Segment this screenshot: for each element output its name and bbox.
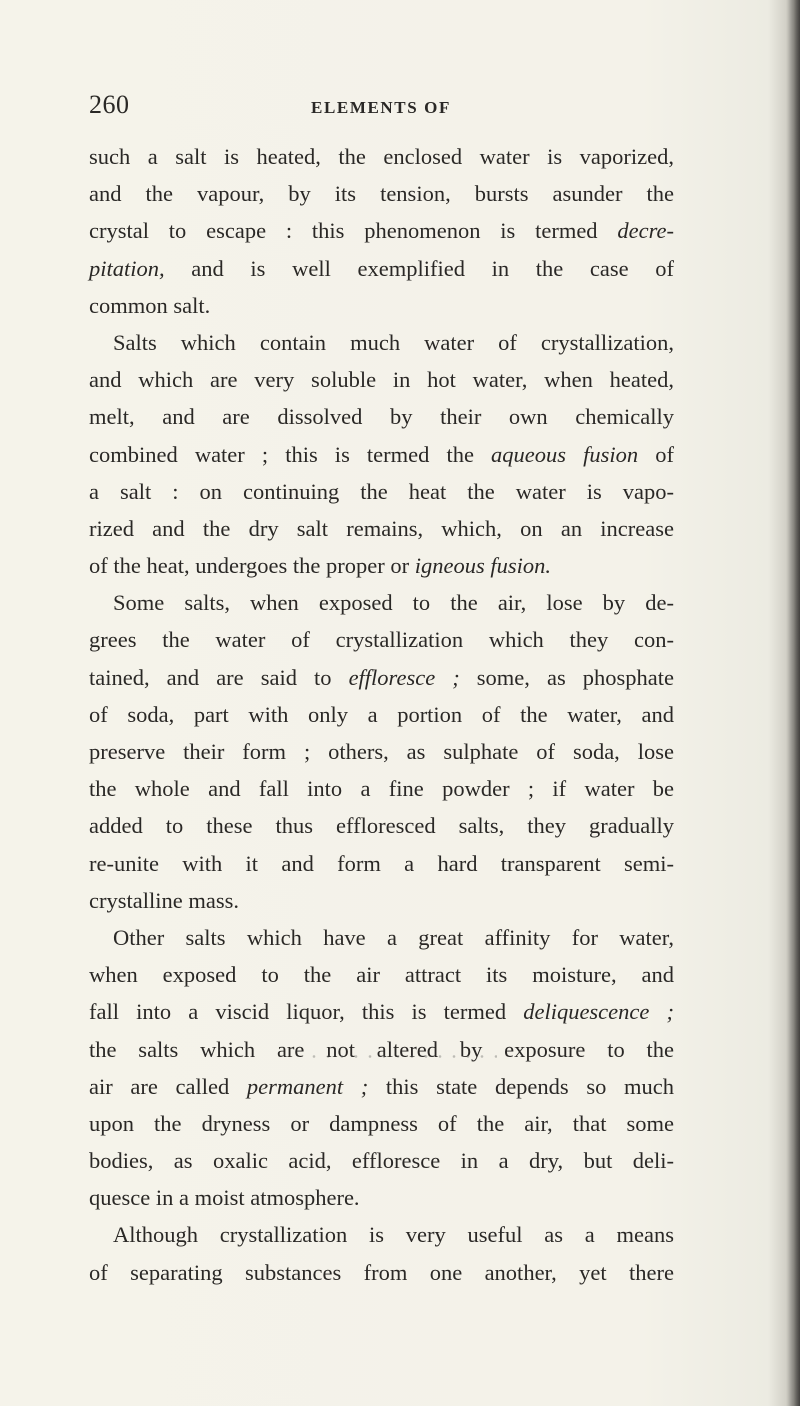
text-line: crystalline mass. [89, 887, 239, 913]
text-line: and which are very soluble in hot water, when heated, [89, 367, 674, 393]
text-line: melt, and are dissolved by their own chemically [89, 404, 674, 430]
page-number: 260 [89, 90, 130, 119]
text-line [89, 436, 674, 473]
text-line: such a salt is heated, the enclosed water is vaporized, [89, 144, 674, 169]
italic-term: igneous fusion. [414, 553, 551, 579]
text-line [89, 1068, 674, 1105]
text-segment: and is well exemplified in the case of [164, 255, 674, 281]
text-line: the whole and fall into a fine powder ; if water be [89, 776, 674, 802]
text-line: preserve their form ; others, as sulphate of soda, lose [89, 739, 674, 764]
text-segment: fall into a viscid liquor, this is termed [89, 999, 524, 1025]
text-segment: of the heat, undergoes the proper or [89, 553, 415, 579]
text-line: of separating substances from one another, yet there [89, 1259, 674, 1285]
italic-term: permanent ; [246, 1073, 369, 1099]
text-line [89, 547, 674, 584]
text-line: re-unite with it and form a hard transparent semi- [89, 850, 674, 876]
text-segment: this state depends so much [368, 1073, 674, 1099]
running-head [89, 90, 649, 130]
text-line: bodies, as oxalic acid, effloresce in a dry, but deli- [89, 1148, 674, 1174]
text-line: upon the dryness or dampness of the air, that some [89, 1110, 674, 1136]
text-line [89, 659, 674, 696]
print-smudge [307, 1052, 497, 1064]
italic-term: deliquescence ; [523, 999, 675, 1025]
text-line: grees the water of crystallization which they con- [89, 627, 674, 653]
body-text [89, 138, 674, 1291]
text-line [89, 250, 674, 287]
text-line: Salts which contain much water of crystallization, [113, 329, 674, 355]
text-line: rized and the dry salt remains, which, on an increase [89, 515, 674, 541]
text-line: common salt. [89, 292, 211, 318]
italic-term: decre- [617, 218, 674, 244]
running-title: ELEMENTS OF [311, 98, 451, 117]
text-line [89, 993, 674, 1030]
text-line: and the vapour, by its tension, bursts asunder the [89, 181, 674, 207]
italic-term: effloresce ; [348, 664, 460, 690]
text-segment: tained, and are said to [89, 664, 349, 690]
text-line: the salts which are not altered by exposure to the [89, 1036, 674, 1062]
page-gutter-shadow [786, 0, 800, 1406]
text-line: a salt : on continuing the heat the water is vapo- [89, 478, 674, 504]
text-segment: crystal to escape : this phenomenon is termed [89, 218, 618, 244]
text-line [89, 212, 674, 249]
text-line: Other salts which have a great affinity for water, [113, 924, 674, 950]
text-line: Although crystallization is very useful as a means [113, 1222, 674, 1248]
text-line: added to these thus effloresced salts, they gradually [89, 813, 674, 839]
text-line: of soda, part with only a portion of the water, and [89, 701, 674, 727]
text-segment: air are called [89, 1073, 247, 1099]
italic-term: aqueous fusion [491, 441, 639, 467]
text-line: quesce in a moist atmosphere. [89, 1185, 360, 1211]
text-line: Some salts, when exposed to the air, lose by de- [113, 590, 674, 616]
text-segment: some, as phosphate [459, 664, 674, 690]
italic-term: pitation, [89, 255, 165, 281]
text-line: when exposed to the air attract its moisture, and [89, 962, 674, 988]
text-segment: combined water ; this is termed the [89, 441, 492, 467]
text-segment: of [638, 441, 674, 467]
